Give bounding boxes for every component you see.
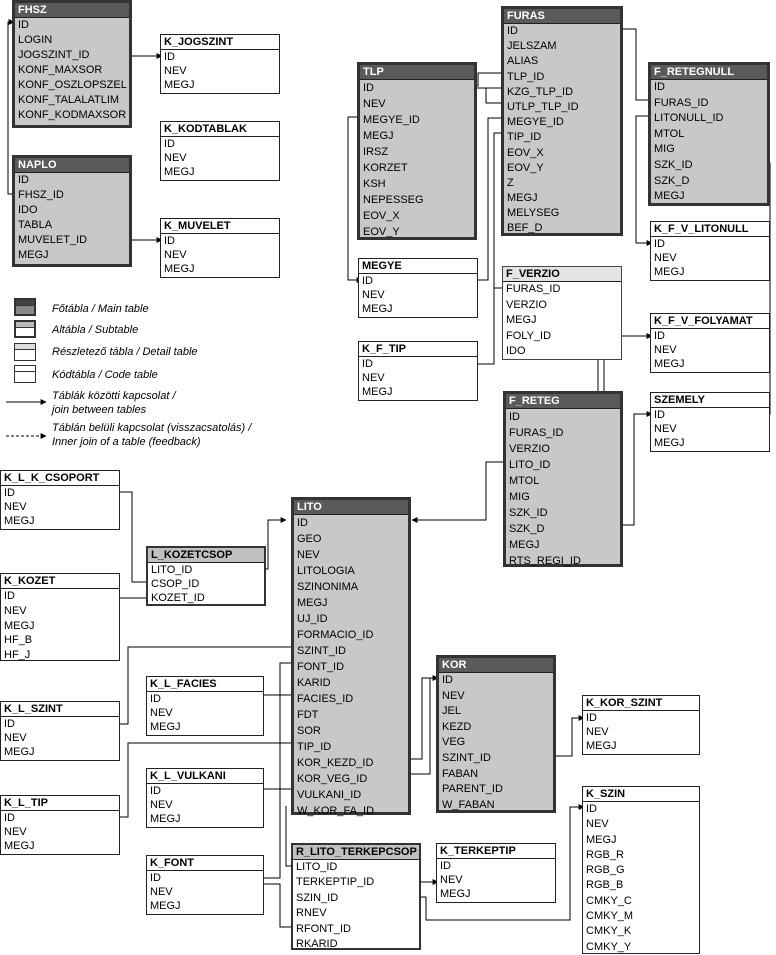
field-nepesseg: NEPESSEG xyxy=(363,194,424,206)
field-megj: MEGJ xyxy=(509,539,540,551)
table-k-f-v-folyamat xyxy=(650,313,770,373)
field-nev: NEV xyxy=(150,799,173,811)
table-f-reteg xyxy=(503,391,623,567)
legend-code-symbol xyxy=(14,365,36,383)
field-cmky-c: CMKY_C xyxy=(586,894,632,907)
field-megj: MEGJ xyxy=(164,166,195,178)
field-ido: IDO xyxy=(18,204,38,216)
table-title: TLP xyxy=(360,65,474,80)
field-eov-x: EOV_X xyxy=(507,146,544,159)
table-f-retegnull xyxy=(648,62,770,206)
table-lito xyxy=(291,497,411,815)
table-r-lito-terkepcsop xyxy=(291,843,421,950)
table-title: K_F_TIP xyxy=(359,342,477,357)
table-title: K_KODTABLAK xyxy=(161,122,279,137)
field-konf-oszlopszel: KONF_OSZLOPSZEL xyxy=(18,79,127,91)
table-k-jogszint xyxy=(160,34,280,94)
link-reteg-lito xyxy=(412,462,505,520)
field-nev: NEV xyxy=(363,98,386,110)
table-title: NAPLO xyxy=(15,158,129,173)
table-megye xyxy=(358,258,478,318)
table-k-f-v-litonull xyxy=(650,221,770,281)
table-title: K_SZIN xyxy=(583,787,699,802)
field-nev: NEV xyxy=(297,549,320,561)
legend-detail: Részletező tábla / Detail table xyxy=(52,346,198,358)
table-f-verzio xyxy=(502,266,622,360)
legend-arrow: Táblák közötti kapcsolat / join between tables xyxy=(52,390,176,416)
field-verzio: VERZIO xyxy=(506,298,547,311)
field-jel: JEL xyxy=(442,705,461,718)
field-id: ID xyxy=(297,517,308,529)
field-nev: NEV xyxy=(150,886,173,898)
table-title: K_L_VULKANI xyxy=(147,769,263,784)
legend-sub-symbol xyxy=(14,320,36,338)
table-szemely xyxy=(650,392,770,452)
field-lito-id: LITO_ID xyxy=(509,459,551,471)
field-megj: MEGJ xyxy=(150,900,181,912)
field-konf-kodmaxsor: KONF_KODMAXSOR xyxy=(18,109,127,121)
field-konf-maxsor: KONF_MAXSOR xyxy=(18,64,103,76)
field-id: ID xyxy=(363,82,374,94)
field-nev: NEV xyxy=(4,501,27,513)
table-title: K_L_K_CSOPORT xyxy=(1,471,119,486)
table-title: FURAS xyxy=(504,9,620,24)
field-id: ID xyxy=(507,25,518,37)
field-megye-id: MEGYE_ID xyxy=(363,114,420,126)
table-title: SZEMELY xyxy=(651,393,769,408)
field-megj: MEGJ xyxy=(440,888,471,900)
table-title: K_F_V_LITONULL xyxy=(651,222,769,237)
field-id: ID xyxy=(4,812,15,824)
field-fhsz-id: FHSZ_ID xyxy=(18,189,64,201)
field-megj: MEGJ xyxy=(297,597,328,609)
field-cmky-m: CMKY_M xyxy=(586,910,634,923)
field-login: LOGIN xyxy=(18,34,53,46)
field-id: ID xyxy=(654,81,665,93)
field-nev: NEV xyxy=(442,689,465,702)
field-kezd: KEZD xyxy=(442,720,472,733)
field-id: ID xyxy=(440,860,451,872)
field-rkarid: RKARID xyxy=(296,937,338,950)
field-nev: NEV xyxy=(654,344,677,356)
table-title: KOR xyxy=(439,658,553,673)
field-utlp-tlp-id: UTLP_TLP_ID xyxy=(507,100,579,113)
field-irsz: IRSZ xyxy=(363,146,389,158)
table-title: LITO xyxy=(294,500,408,515)
field-id: ID xyxy=(442,674,453,686)
field-megj: MEGJ xyxy=(363,130,394,142)
field-rfont-id: RFONT_ID xyxy=(296,922,351,935)
field-id: ID xyxy=(164,235,175,247)
field-id: ID xyxy=(150,693,161,705)
field-megj: MEGJ xyxy=(362,303,393,315)
table-title: K_L_TIP xyxy=(1,796,119,811)
field-megj: MEGJ xyxy=(150,721,181,733)
field-szk-d: SZK_D xyxy=(509,523,545,535)
table-fhsz xyxy=(12,0,132,128)
field-szinonima: SZINONIMA xyxy=(297,581,359,593)
field-megj: MEGJ xyxy=(4,515,35,527)
table-furas xyxy=(501,6,623,236)
field-megj: MEGJ xyxy=(4,840,35,852)
field-nev: NEV xyxy=(362,372,385,384)
field-formacio-id: FORMACIO_ID xyxy=(297,629,374,641)
field-id: ID xyxy=(4,718,15,730)
field-hf-j: HF_J xyxy=(4,649,31,662)
field-szk-d: SZK_D xyxy=(654,174,690,187)
field-verzio: VERZIO xyxy=(509,443,550,455)
table-title: R_LITO_TERKEPCSOP xyxy=(293,845,419,860)
field-mig: MIG xyxy=(654,143,675,156)
table-k-muvelet xyxy=(160,218,280,278)
field-id: ID xyxy=(586,712,597,724)
field-megye-id: MEGYE_ID xyxy=(507,116,564,129)
table-k-kodtablak xyxy=(160,121,280,181)
field-mtol: MTOL xyxy=(654,127,685,140)
table-title: K_JOGSZINT xyxy=(161,35,279,50)
legend-dashed: Táblán belüli kapcsolat (visszacsatolás) / Inner join of a table (feedback) xyxy=(52,422,252,448)
field-tip-id: TIP_ID xyxy=(297,741,332,753)
field-nev: NEV xyxy=(4,604,27,617)
field-megj: MEGJ xyxy=(164,263,195,275)
field-rgb-r: RGB_R xyxy=(586,848,624,861)
field-eov-y: EOV_Y xyxy=(363,226,400,238)
table-title: F_RETEGNULL xyxy=(651,65,767,80)
field-furas-id: FURAS_ID xyxy=(509,427,564,439)
field-szin-id: SZIN_ID xyxy=(296,891,339,904)
legend-detail-symbol xyxy=(14,343,36,361)
field-megj: MEGJ xyxy=(362,386,393,398)
field-cmky-k: CMKY_K xyxy=(586,925,632,938)
field-tabla: TABLA xyxy=(18,219,53,231)
table-title: K_FONT xyxy=(147,856,263,871)
table-k-terkeptip xyxy=(436,843,556,903)
field-rts-regi-id: RTS_REGI_ID xyxy=(509,555,581,567)
field-mtol: MTOL xyxy=(509,475,540,487)
field-id: ID xyxy=(150,872,161,884)
field-megj: MEGJ xyxy=(654,437,685,449)
field-nev: NEV xyxy=(654,252,677,264)
field-w-faban: W_FABAN xyxy=(442,798,495,811)
field-megj: MEGJ xyxy=(4,746,35,758)
field-szk-id: SZK_ID xyxy=(509,507,548,519)
field-hf-b: HF_B xyxy=(4,634,33,647)
field-litologia: LITOLOGIA xyxy=(297,565,355,577)
field-nev: NEV xyxy=(164,152,187,164)
table-title: K_MUVELET xyxy=(161,219,279,234)
legend-code: Kódtábla / Code table xyxy=(52,369,158,381)
field-megj: MEGJ xyxy=(18,249,49,261)
legend-main-symbol xyxy=(14,298,36,316)
field-muvelet-id: MUVELET_ID xyxy=(18,234,88,246)
legend-sub: Altábla / Subtable xyxy=(52,324,139,336)
field-lito-id: LITO_ID xyxy=(296,861,338,873)
field-megj: MEGJ xyxy=(654,358,685,370)
field-megj: MEGJ xyxy=(507,192,538,205)
table-title: L_KOZETCSOP xyxy=(148,548,264,563)
field-megj: MEGJ xyxy=(654,266,685,278)
table-k-l-facies xyxy=(146,676,264,736)
field-kor-veg-id: KOR_VEG_ID xyxy=(297,773,368,785)
field-jelszam: JELSZAM xyxy=(507,40,557,53)
field-ido: IDO xyxy=(506,345,526,357)
field-w-kor-fa-id: W_KOR_FA_ID xyxy=(297,805,375,817)
field-veg: VEG xyxy=(442,736,466,749)
table-k-kor-szint xyxy=(582,695,700,755)
field-szint-id: SZINT_ID xyxy=(442,751,491,764)
field-megj: MEGJ xyxy=(654,190,685,203)
table-title: K_F_V_FOLYAMAT xyxy=(651,314,769,329)
field-cmky-y: CMKY_Y xyxy=(586,940,632,953)
field-rgb-b: RGB_B xyxy=(586,879,624,892)
field-furas-id: FURAS_ID xyxy=(506,283,561,295)
field-litonull-id: LITONULL_ID xyxy=(654,112,724,125)
field-jogszint-id: JOGSZINT_ID xyxy=(18,49,90,61)
field-nev: NEV xyxy=(362,289,385,301)
field-vulkani-id: VULKANI_ID xyxy=(297,789,362,801)
field-id: ID xyxy=(654,238,665,250)
field-geo: GEO xyxy=(297,533,322,545)
field-lito-id: LITO_ID xyxy=(151,564,193,576)
table-k-f-tip xyxy=(358,341,478,401)
field-id: ID xyxy=(586,803,597,815)
table-k-szin xyxy=(582,786,700,954)
field-nev: NEV xyxy=(164,65,187,77)
field-terkeptip-id: TERKEPTIP_ID xyxy=(296,876,375,889)
link-furas-megye xyxy=(476,118,503,280)
field-uj-id: UJ_ID xyxy=(297,613,328,625)
field-parent-id: PARENT_ID xyxy=(442,783,503,796)
field-rnev: RNEV xyxy=(296,907,327,920)
field-nev: NEV xyxy=(586,726,609,738)
table-title: K_KOZET xyxy=(1,574,119,589)
table-k-l-k-csoport xyxy=(0,470,120,530)
table-tlp xyxy=(357,62,477,240)
field-id: ID xyxy=(362,275,373,287)
field-konf-talalatlim: KONF_TALALATLIM xyxy=(18,94,120,106)
table-k-l-tip xyxy=(0,795,120,855)
field-id: ID xyxy=(18,174,29,186)
field-karid: KARID xyxy=(297,677,331,689)
field-font-id: FONT_ID xyxy=(297,661,345,673)
field-megj: MEGJ xyxy=(164,79,195,91)
field-furas-id: FURAS_ID xyxy=(654,96,709,109)
field-id: ID xyxy=(509,411,520,423)
field-foly-id: FOLY_ID xyxy=(506,329,552,342)
field-tlp-id: TLP_ID xyxy=(507,70,545,83)
field-eov-y: EOV_Y xyxy=(507,161,544,174)
table-k-l-vulkani xyxy=(146,768,264,828)
table-k-l-szint xyxy=(0,701,120,761)
field-z: Z xyxy=(507,176,514,189)
field-megj: MEGJ xyxy=(506,314,537,326)
table-k-font xyxy=(146,855,264,915)
table-title: K_L_FACIES xyxy=(147,677,263,692)
table-title: K_TERKEPTIP xyxy=(437,844,555,859)
field-kozet-id: KOZET_ID xyxy=(151,592,205,604)
field-id: ID xyxy=(362,358,373,370)
field-tip-id: TIP_ID xyxy=(507,131,542,144)
field-ksh: KSH xyxy=(363,178,386,190)
field-megj: MEGJ xyxy=(586,740,617,752)
field-szk-id: SZK_ID xyxy=(654,158,693,171)
field-csop-id: CSOP_ID xyxy=(151,578,200,590)
table-l-kozetcsop xyxy=(146,546,266,606)
field-id: ID xyxy=(18,19,29,31)
table-title: K_KOR_SZINT xyxy=(583,696,699,711)
field-kor-kezd-id: KOR_KEZD_ID xyxy=(297,757,374,769)
field-korzet: KORZET xyxy=(363,162,408,174)
field-sor: SOR xyxy=(297,725,321,737)
field-nev: NEV xyxy=(150,707,173,719)
table-title: F_VERZIO xyxy=(503,267,621,282)
field-faban: FABAN xyxy=(442,767,479,780)
field-id: ID xyxy=(164,138,175,150)
field-alias: ALIAS xyxy=(507,55,539,68)
field-fdt: FDT xyxy=(297,709,319,721)
field-nev: NEV xyxy=(4,732,27,744)
field-szint-id: SZINT_ID xyxy=(297,645,346,657)
table-title: FHSZ xyxy=(15,3,129,18)
field-id: ID xyxy=(4,590,15,602)
table-title: K_L_SZINT xyxy=(1,702,119,717)
field-id: ID xyxy=(164,51,175,63)
field-id: ID xyxy=(654,409,665,421)
field-megj: MEGJ xyxy=(4,619,35,632)
field-nev: NEV xyxy=(164,249,187,261)
field-nev: NEV xyxy=(4,826,27,838)
field-id: ID xyxy=(654,330,665,342)
field-facies-id: FACIES_ID xyxy=(297,693,354,705)
field-id: ID xyxy=(4,487,15,499)
field-id: ID xyxy=(150,785,161,797)
field-eov-x: EOV_X xyxy=(363,210,400,222)
field-rgb-g: RGB_G xyxy=(586,864,625,877)
table-kor xyxy=(436,655,556,813)
field-melyseg: MELYSEG xyxy=(507,207,560,220)
field-kzg-tlp-id: KZG_TLP_ID xyxy=(507,85,574,98)
field-megj: MEGJ xyxy=(586,833,617,846)
table-title: F_RETEG xyxy=(506,394,620,409)
field-nev: NEV xyxy=(440,874,463,886)
table-naplo xyxy=(12,155,132,267)
table-k-kozet xyxy=(0,573,120,661)
field-nev: NEV xyxy=(586,818,609,831)
field-bef-d: BEF_D xyxy=(507,222,543,235)
field-nev: NEV xyxy=(654,423,677,435)
legend-main: Főtábla / Main table xyxy=(52,303,149,315)
table-title: MEGYE xyxy=(359,259,477,274)
field-megj: MEGJ xyxy=(150,813,181,825)
field-mig: MIG xyxy=(509,491,530,503)
